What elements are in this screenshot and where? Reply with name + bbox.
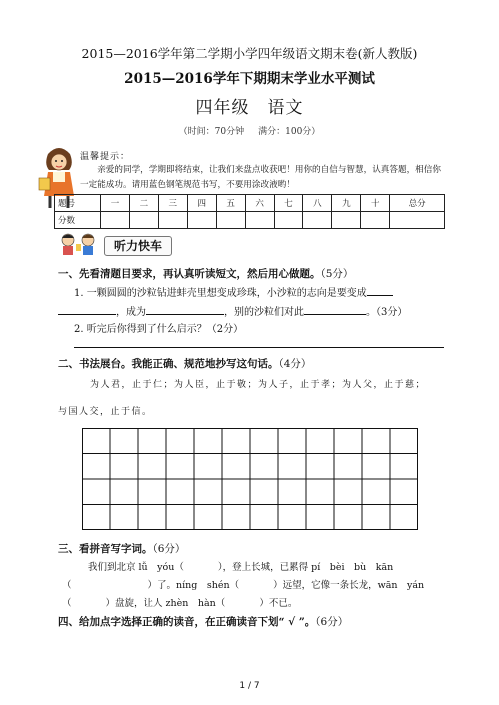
q1-blank-1-cont[interactable]	[58, 304, 116, 315]
s3-l1-a: 我们到北京 lǚ yóu（	[88, 562, 184, 573]
tips-heading: 温馨提示：	[80, 152, 131, 162]
col-5: 五	[216, 195, 245, 212]
score-cell[interactable]	[361, 212, 390, 229]
section3-title-text: 三、看拼音写字词。	[58, 543, 153, 555]
col-10: 十	[361, 195, 390, 212]
section2-points: （4分）	[278, 358, 312, 370]
q1-text-a: 1. 一颗圆圆的沙粒钻进蚌壳里想变成珍珠，小沙粒的志向是要变成	[74, 288, 367, 299]
q1-text-b: ，成为	[116, 307, 146, 318]
score-row-label: 分数	[55, 212, 101, 229]
section2-title-text: 二、书法展台。我能正确、规范地抄写这句话。	[58, 358, 279, 370]
q1-text-c: ，别的沙粒们对此	[224, 307, 304, 318]
q1-blank-2[interactable]	[146, 304, 224, 315]
col-7: 七	[274, 195, 303, 212]
section4-points: （6分）	[315, 616, 349, 628]
col-2: 二	[129, 195, 158, 212]
question-number-label: 题号	[55, 195, 101, 212]
section2-line2: 与国人交，止于信。	[58, 407, 153, 417]
section3-line3	[62, 594, 297, 613]
grade-subject	[0, 93, 499, 118]
section1-q1	[74, 284, 454, 322]
listening-banner: 听力快车	[104, 236, 172, 256]
score-table-score-row	[55, 212, 445, 229]
score-cell[interactable]	[158, 212, 187, 229]
section2-line1: 为人君，止于仁；为人臣，止于敬；为人子，止于孝；为人父，止于慈；	[90, 380, 427, 390]
col-3: 三	[158, 195, 187, 212]
score-cell[interactable]	[245, 212, 274, 229]
s3-l2-c: ）远望，它像一条长龙，wān yán	[273, 580, 425, 591]
section1-title-text: 一、先看清题目要求，再认真听读短文，然后用心做题。	[58, 268, 321, 280]
document-title: 2015—2016学年第二学期小学四年级语文期末卷(新人教版)	[81, 46, 418, 61]
subject-label: 语文	[267, 98, 304, 118]
section4-title	[58, 614, 348, 629]
score-cell[interactable]	[216, 212, 245, 229]
section3-title	[58, 541, 185, 556]
children-illustration	[58, 232, 102, 256]
s3-l3-a: （	[62, 598, 72, 609]
exam-time-info	[0, 124, 499, 137]
s3-l1-b: ），登上长城，已累得 pí bèi bù kān	[217, 562, 394, 573]
score-cell[interactable]	[303, 212, 332, 229]
section1-points: （5分）	[320, 268, 354, 280]
s3-l2-a: （	[62, 580, 72, 591]
section2-title	[58, 356, 311, 371]
col-6: 六	[245, 195, 274, 212]
section1-title	[58, 266, 353, 281]
s3-l3-c: ）不已。	[259, 598, 298, 609]
col-9: 九	[332, 195, 361, 212]
q1-blank-1[interactable]	[367, 285, 393, 296]
score-cell[interactable]	[101, 212, 130, 229]
score-table	[54, 194, 445, 229]
section4-title-text: 四、给加点字选择正确的读音，在正确读音下划“ √ ”。	[58, 616, 316, 628]
section3-line1	[88, 558, 393, 577]
s3-l2-b: ）了。níng shén（	[147, 580, 240, 591]
section3-points: （6分）	[152, 543, 186, 555]
score-cell[interactable]	[274, 212, 303, 229]
q1-text-d: 。（3分）	[366, 307, 408, 318]
col-4: 四	[187, 195, 216, 212]
col-total: 总分	[390, 195, 445, 212]
writing-grid[interactable]	[82, 428, 418, 530]
section1-q2: 2. 听完后你得到了什么启示？（2分）	[74, 324, 244, 335]
score-cell[interactable]	[187, 212, 216, 229]
score-label: 满分：100分）	[258, 127, 321, 137]
s3-l3-b: ）盘旋，让人 zhèn hàn（	[105, 598, 226, 609]
exam-title: 2015—2016学年下期期末学业水平测试	[124, 71, 375, 87]
score-cell[interactable]	[390, 212, 445, 229]
q1-blank-3[interactable]	[304, 304, 366, 315]
q2-answer-line[interactable]	[74, 347, 444, 348]
time-label: （时间：70分钟	[178, 127, 245, 137]
grade-label: 四年级	[195, 98, 250, 118]
score-cell[interactable]	[332, 212, 361, 229]
page-number: 1 / 7	[239, 681, 260, 691]
score-cell[interactable]	[129, 212, 158, 229]
section3-line2	[62, 576, 424, 595]
tips-text: 亲爱的同学，学期即将结束，让我们来盘点收获吧！用你的自信与智慧，认真答题，相信你一定能成功。请用蓝色钢笔规范书写，不要用涂改液哟！	[80, 165, 441, 190]
score-table-header-row	[55, 195, 445, 212]
col-8: 八	[303, 195, 332, 212]
col-1: 一	[101, 195, 130, 212]
